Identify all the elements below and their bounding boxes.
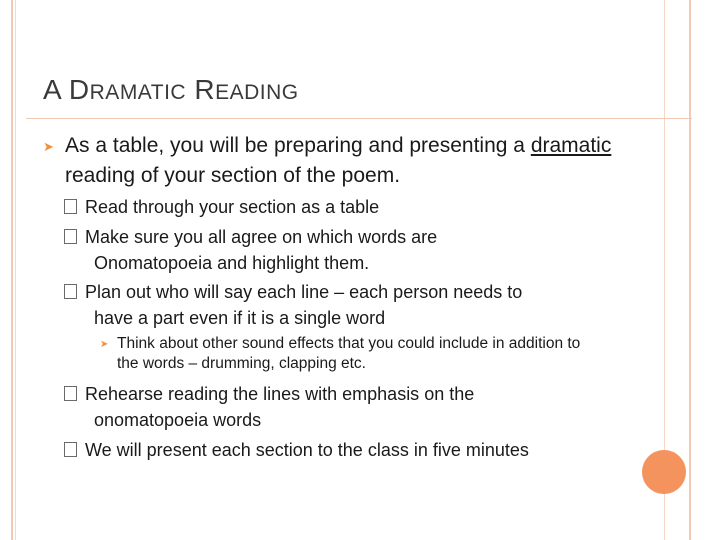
sub-point-3-line-2: have a part even if it is a single word [94, 308, 386, 328]
later-point-2-line-1: We will present each section to the class in five minutes [85, 440, 529, 460]
checkbox-bullet-icon [64, 284, 77, 299]
sub-point-2-line-1: Make sure you all agree on which words are [85, 227, 438, 247]
orange-arrow-bullet-icon: ➤ [43, 139, 54, 154]
title-word-1-rest: RAMATIC [89, 81, 187, 104]
checkbox-bullet-icon [64, 386, 77, 401]
checkbox-bullet-icon [64, 199, 77, 214]
sub-point-2 [64, 224, 624, 276]
main-point [65, 131, 625, 191]
sub-point-2-line-2: Onomatopoeia and highlight them. [94, 253, 370, 273]
sub-point-1-line-1: Read through your section as a table [85, 197, 380, 217]
checkbox-bullet-icon [64, 442, 77, 457]
title-word-1-cap: A D [43, 74, 90, 105]
nested-point: Think about other sound effects that you could include in addition to the words – drumming, clapping etc. [117, 335, 581, 372]
later-point-2 [64, 437, 624, 463]
sub-point-3 [64, 279, 624, 331]
later-point-1 [64, 381, 624, 433]
sub-point-3-line-1: Plan out who will say each line – each person needs to [85, 282, 523, 302]
later-point-1-line-2: onomatopoeia words [94, 410, 262, 430]
sub-point-1 [64, 194, 624, 220]
later-point-1-line-1: Rehearse reading the lines with emphasis on the [85, 384, 475, 404]
checkbox-bullet-icon [64, 229, 77, 244]
main-point-underlined-word: dramatic [530, 134, 612, 157]
accent-circle [642, 450, 686, 494]
main-point-text-after: reading of your section of the poem. [65, 164, 401, 187]
main-point-text-before: As a table, you will be preparing and presenting a [65, 134, 525, 157]
title-word-2-rest: EADING [215, 81, 299, 104]
title-word-2-cap: R [194, 74, 216, 105]
orange-arrow-bullet-icon: ➤ [100, 339, 109, 350]
